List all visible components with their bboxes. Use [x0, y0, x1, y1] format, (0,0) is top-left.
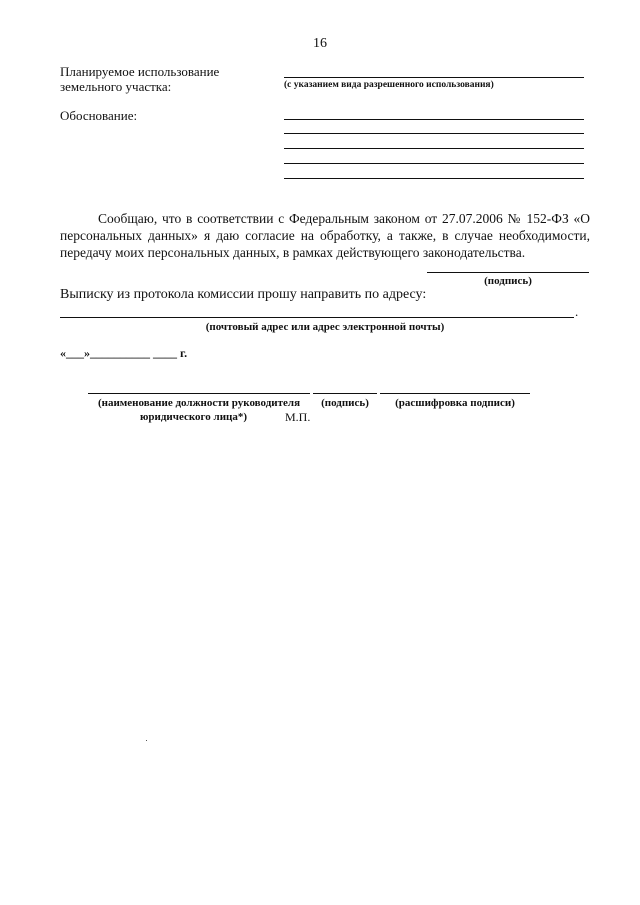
position-hint-line1: (наименование должности руководителя [97, 397, 301, 409]
address-hint: (почтовый адрес или адрес электронной почты) [205, 321, 445, 333]
date-field: «___»__________ ____ г. [60, 346, 188, 360]
land-use-label [60, 64, 219, 94]
land-use-label-line2: земельного участка: [60, 79, 172, 94]
justification-line-3 [284, 148, 584, 149]
scan-speck [146, 740, 147, 741]
stamp-placeholder: М.П. [285, 410, 311, 424]
address-label: Выписку из протокола комиссии прошу направить по адресу: [60, 287, 427, 302]
justification-line-2 [284, 133, 584, 134]
land-use-line [284, 77, 584, 78]
consent-paragraph: Сообщаю, что в соответствии с Федеральным законом от 27.07.2006 № 152-ФЗ «О персональных данных» я даю согласие на обработку, а также, в случае необходимости, передачу моих персональных данных, в рамках действующего законодательства. [60, 211, 590, 260]
address-trailing-dot: . [575, 304, 579, 319]
decode-hint: (расшифровка подписи) [395, 397, 515, 409]
bottom-signature-line [313, 393, 377, 394]
decode-line [380, 393, 530, 394]
justification-line-5 [284, 178, 584, 179]
justification-label: Обоснование: [60, 108, 138, 123]
justification-line-1 [284, 119, 584, 120]
land-use-label-line1: Планируемое использование [60, 64, 220, 79]
bottom-signature-hint: (подпись) [321, 397, 369, 409]
address-line [60, 317, 574, 318]
position-line [88, 393, 310, 394]
signature-hint: (подпись) [484, 275, 532, 287]
page-number: 16 [313, 36, 327, 51]
position-hint-line2: юридического лица*) [140, 411, 248, 423]
justification-line-4 [284, 163, 584, 164]
signature-line [427, 272, 589, 273]
land-use-hint: (с указанием вида разрешенного использования) [284, 80, 494, 90]
